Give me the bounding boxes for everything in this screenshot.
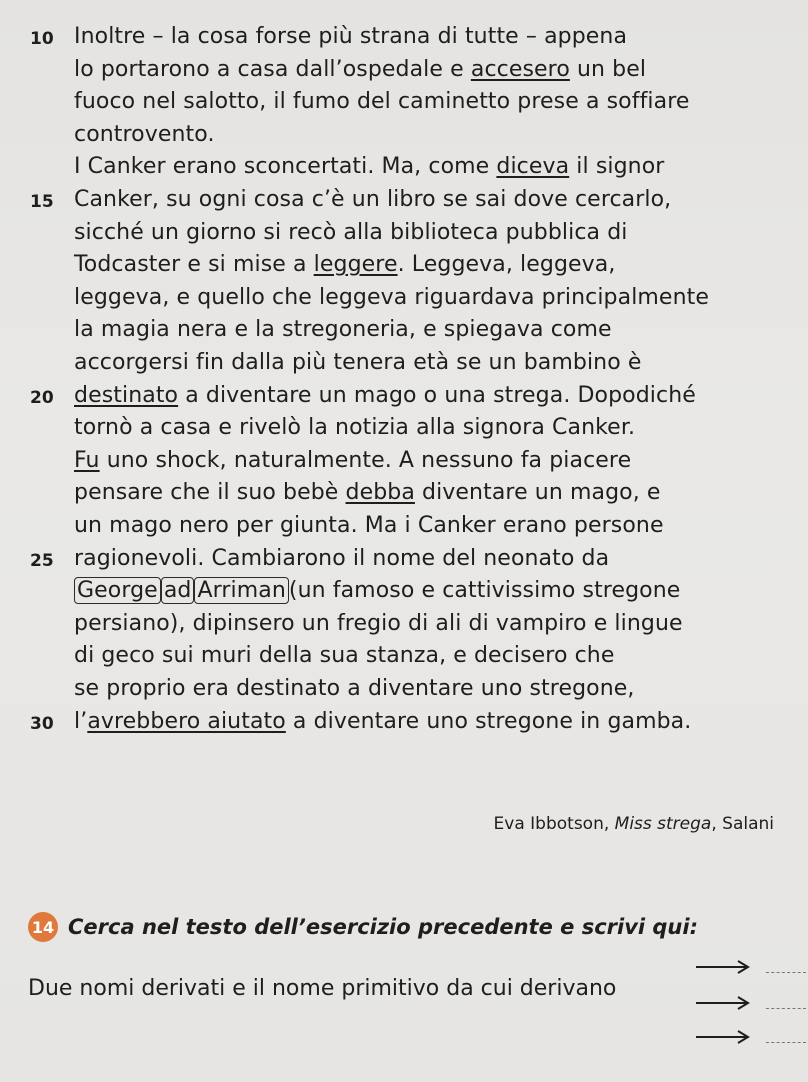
passage-line: leggeva, e quello che leggeva riguardava principalmente xyxy=(74,284,709,310)
passage-line: lo portarono a casa dall’ospedale e accesero un bel xyxy=(74,56,647,82)
exercise-heading xyxy=(28,912,698,942)
passage-line: Todcaster e si mise a leggere. Leggeva, leggeva, xyxy=(74,252,616,278)
answer-arrow-icon xyxy=(694,996,754,1010)
passage-line: accorgersi fin dalla più tenera età se un bambino è xyxy=(74,350,642,375)
boxed-word: George xyxy=(74,577,161,604)
source-credit xyxy=(494,814,774,834)
underlined-word: debba xyxy=(345,480,415,506)
credit-publisher: , Salani xyxy=(711,814,774,834)
passage-line: Canker, su ogni cosa c’è un libro se sai dove cercarlo, xyxy=(74,187,672,212)
line-number: 30 xyxy=(30,713,54,734)
credit-title: Miss strega xyxy=(614,814,712,834)
answer-blank[interactable] xyxy=(766,1008,806,1009)
answer-arrow-icon xyxy=(694,1030,754,1044)
passage-line: pensare che il suo bebè debba diventare un mago, e xyxy=(74,480,661,506)
underlined-word: accesero xyxy=(470,56,570,82)
exercise-number-badge: 14 xyxy=(28,912,58,942)
underlined-word: diceva xyxy=(496,154,570,180)
credit-author: Eva Ibbotson, xyxy=(493,814,615,834)
underlined-word: Fu xyxy=(74,447,100,473)
boxed-word: Arriman xyxy=(194,577,288,604)
passage-line: destinato a diventare un mago o una strega. Dopodiché xyxy=(74,382,696,408)
line-number: 25 xyxy=(30,550,54,571)
answer-blank[interactable] xyxy=(766,972,806,973)
passage-line: se proprio era destinato a diventare uno stregone, xyxy=(74,676,635,701)
exercise-heading-text: Cerca nel testo dell’esercizio precedente e scrivi qui: xyxy=(68,915,698,939)
line-number: 15 xyxy=(30,192,54,212)
passage-line: ragionevoli. Cambiarono il nome del neonato da xyxy=(74,545,610,571)
line-number: 20 xyxy=(30,387,54,408)
underlined-word: destinato xyxy=(74,382,179,408)
passage-line: George ad Arriman (un famoso e cattivissimo stregone xyxy=(74,576,680,606)
passage-line: fuoco nel salotto, il fumo del caminetto prese a soffiare xyxy=(74,89,690,115)
underlined-word: avrebbero aiutato xyxy=(87,708,286,734)
passage-line: di geco sui muri della sua stanza, e decisero che xyxy=(74,643,615,669)
passage-line: Inoltre – la cosa forse più strana di tutte – appena xyxy=(74,24,628,49)
passage-line: controvento. xyxy=(74,121,215,147)
passage-line: un mago nero per giunta. Ma i Canker erano persone xyxy=(74,513,664,538)
passage-line: la magia nera e la stregoneria, e spiegava come xyxy=(74,317,612,343)
passage-line: tornò a casa e rivelò la notizia alla signora Canker. xyxy=(74,415,636,441)
passage-line: Fu uno shock, naturalmente. A nessuno fa piacere xyxy=(74,447,632,473)
answer-arrow-icon xyxy=(694,960,754,974)
passage-line: persiano), dipinsero un fregio di ali di vampiro e lingue xyxy=(74,610,683,636)
underlined-word: leggere xyxy=(313,252,398,278)
answer-blank[interactable] xyxy=(766,1042,806,1043)
line-number: 10 xyxy=(30,29,54,49)
passage-line: l’avrebbero aiutato a diventare uno stregone in gamba. xyxy=(74,708,692,734)
passage-line: sicché un giorno si recò alla biblioteca pubblica di xyxy=(74,219,628,245)
passage-line: I Canker erano sconcertati. Ma, come diceva il signor xyxy=(74,154,665,180)
exercise-instruction: Due nomi derivati e il nome primitivo da cui derivano xyxy=(28,976,617,1001)
boxed-word: ad xyxy=(161,577,195,604)
